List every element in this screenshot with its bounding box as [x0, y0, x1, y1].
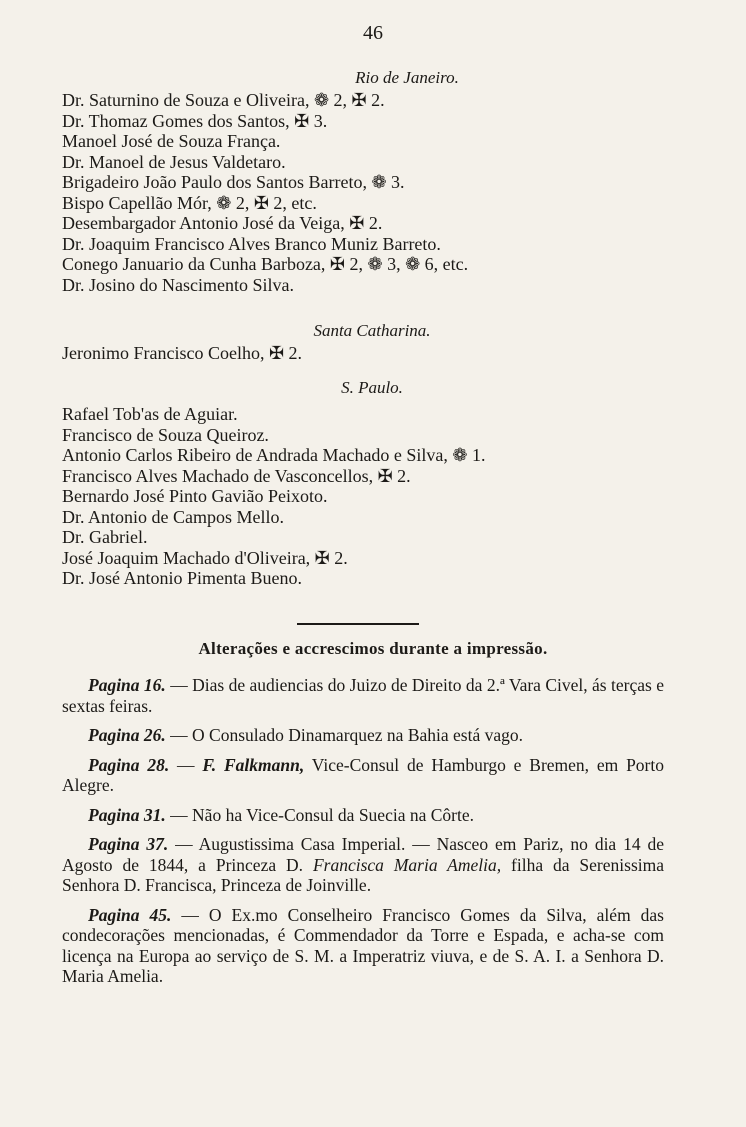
section-heading: S. Paulo. — [341, 378, 403, 397]
entry-text: — Augustissima Casa Imperial. — Nasceo em Pariz, no dia 14 de Agosto de 1844, a Princeza D. — [62, 834, 664, 875]
list-item: Manoel José de Souza França. — [62, 131, 281, 151]
list-item: Dr. Manoel de Jesus Valdetaro. — [62, 151, 286, 172]
entry-text: filha da Serenissima Senhora D. Francisca, Princeza de Joinville. — [62, 854, 664, 895]
page-reference: Pagina 28. — [88, 754, 170, 775]
page-reference: Pagina 26. — [88, 725, 166, 745]
entry-text: — — [169, 754, 203, 775]
entry-text: — O Ex.mo Conselheiro Francisco Gomes da Silva, além das condecorações mencionadas, é Commendador da Torre e Espada, e acha-se com licença na Europa ao serviço de S. M. a Imperatriz viuva, e de S. A. I. a Senhora D. Maria Amelia. — [62, 904, 664, 986]
list-item: Dr. José Antonio Pimenta Bueno. — [62, 568, 302, 588]
page-number: 46 — [363, 22, 383, 44]
list-item: Bernardo José Pinto Gavião Peixoto. — [62, 486, 328, 506]
entry-emphasis: F. Falkmann, — [202, 754, 305, 775]
errata-entry — [62, 675, 664, 716]
errata-title: Alterações e accrescimos durante a impressão. — [198, 639, 548, 658]
section-heading: Rio de Janeiro. — [355, 68, 459, 87]
list-item: Desembargador Antonio José da Veiga, ✠ 2. — [62, 213, 383, 233]
errata-list — [62, 675, 664, 996]
section-heading: Santa Catharina. — [313, 321, 431, 340]
list-item: Conego Januario da Cunha Barboza, ✠ 2, ❁ 3, ❁ 6, etc. — [62, 254, 469, 274]
list-item: Dr. Joaquim Francisco Alves Branco Muniz Barreto. — [62, 233, 441, 254]
errata-entry — [62, 725, 664, 746]
list-item: Bispo Capellão Mór, ❁ 2, ✠ 2, etc. — [62, 192, 317, 213]
page-reference: Pagina 37. — [88, 834, 169, 854]
list-item: Dr. Thomaz Gomes dos Santos, ✠ 3. — [62, 110, 328, 131]
page-reference: Pagina 16. — [88, 675, 166, 695]
errata-entry — [62, 755, 664, 796]
section-sao-paulo — [62, 376, 682, 589]
entry-text: — Não ha Vice-Consul da Suecia na Côrte. — [165, 804, 474, 825]
list-item: Dr. Josino do Nascimento Silva. — [62, 274, 294, 295]
list-item: Dr. Antonio de Campos Mello. — [62, 506, 284, 527]
list-item: Rafael Tob'as de Aguiar. — [62, 404, 238, 424]
list-item: Dr. Saturnino de Souza e Oliveira, ❁ 2, ✠ 2. — [62, 90, 385, 110]
section-santa-catharina — [62, 319, 682, 364]
section-divider — [297, 623, 419, 625]
name-list — [62, 90, 682, 295]
list-item: Jeronimo Francisco Coelho, ✠ 2. — [62, 343, 303, 363]
list-item: Antonio Carlos Ribeiro de Andrada Machado e Silva, ❁ 1. — [62, 445, 486, 465]
entry-emphasis: Francisca Maria Amelia, — [312, 854, 502, 875]
entry-text: Vice-Consul de Hamburgo e Bremen, em Porto Alegre. — [62, 754, 664, 795]
name-list — [62, 343, 682, 364]
list-item: Brigadeiro João Paulo dos Santos Barreto, ❁ 3. — [62, 172, 405, 192]
page-reference: Pagina 31. — [88, 804, 166, 825]
errata-entry — [62, 905, 664, 987]
entry-text: — O Consulado Dinamarquez na Bahia está vago. — [165, 725, 523, 745]
list-item: Francisco de Souza Queiroz. — [62, 424, 269, 445]
name-list — [62, 404, 682, 589]
list-item: José Joaquim Machado d'Oliveira, ✠ 2. — [62, 547, 348, 568]
section-rio-de-janeiro — [62, 66, 682, 295]
entry-text: — Dias de audiencias do Juizo de Direito da 2.ª Vara Civel, ás terças e sextas feiras. — [62, 675, 664, 716]
page-reference: Pagina 45. — [88, 904, 172, 925]
errata-entry — [62, 805, 664, 826]
errata-entry — [62, 834, 664, 896]
list-item: Francisco Alves Machado de Vasconcellos, ✠ 2. — [62, 465, 411, 486]
list-item: Dr. Gabriel. — [62, 527, 148, 547]
